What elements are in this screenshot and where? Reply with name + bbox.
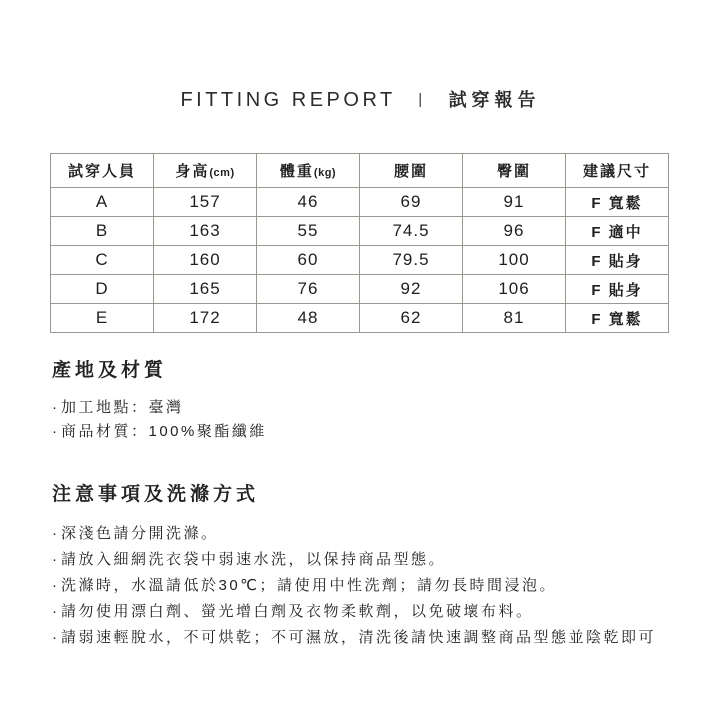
bullet-dot: ·: [52, 423, 57, 440]
cell-weight: 55: [257, 217, 360, 246]
table-header-row: [51, 154, 669, 188]
cell-tester: B: [51, 217, 154, 246]
title-divider: |: [418, 91, 423, 108]
cell-suggested-size: F 寬鬆: [566, 188, 669, 217]
care-item-text: 請勿使用漂白劑、螢光增白劑及衣物柔軟劑，以免破壞布料。: [61, 603, 534, 620]
fitting-table-container: [50, 153, 669, 333]
cell-suggested-size: F 貼身: [566, 246, 669, 275]
cell-hip: 100: [463, 246, 566, 275]
cell-height: 160: [154, 246, 257, 275]
cell-height: 165: [154, 275, 257, 304]
cell-waist: 69: [360, 188, 463, 217]
bullet-dot: ·: [52, 629, 57, 646]
care-list: [52, 521, 681, 651]
page-title: [0, 0, 721, 112]
cell-waist: 62: [360, 304, 463, 333]
col-header-tester: [51, 154, 154, 188]
col-header-label: 建議尺寸: [582, 163, 651, 180]
bullet-dot: ·: [52, 603, 57, 620]
material-item-text: 加工地點：臺灣: [61, 399, 184, 416]
col-header-hip: [463, 154, 566, 188]
material-section-title: 產地及材質: [52, 360, 168, 381]
care-section-title: 注意事項及洗滌方式: [52, 484, 260, 505]
col-header-suggested-size: [566, 154, 669, 188]
cell-hip: 81: [463, 304, 566, 333]
care-item: [52, 521, 681, 547]
table-row: [51, 304, 669, 333]
care-item: [52, 599, 681, 625]
table-row: [51, 246, 669, 275]
col-header-label: 腰圍: [393, 163, 428, 180]
care-item-text: 深淺色請分開洗滌。: [61, 525, 219, 542]
material-list: [52, 396, 681, 444]
fitting-table: [50, 153, 669, 333]
cell-suggested-size: F 寬鬆: [566, 304, 669, 333]
col-header-unit: (kg): [313, 167, 337, 179]
cell-height: 157: [154, 188, 257, 217]
col-header-label: 臀圍: [496, 163, 531, 180]
care-item-text: 請弱速輕脫水，不可烘乾；不可濕放，清洗後請快速調整商品型態並陰乾即可: [61, 629, 657, 646]
material-item: [52, 420, 681, 444]
table-row: [51, 217, 669, 246]
title-english: FITTING REPORT: [180, 89, 396, 111]
material-item: [52, 396, 681, 420]
cell-height: 163: [154, 217, 257, 246]
col-header-label: 身高: [175, 163, 210, 180]
cell-waist: 79.5: [360, 246, 463, 275]
cell-weight: 48: [257, 304, 360, 333]
col-header-waist: [360, 154, 463, 188]
cell-hip: 96: [463, 217, 566, 246]
cell-tester: E: [51, 304, 154, 333]
cell-waist: 74.5: [360, 217, 463, 246]
title-chinese: 試穿報告: [448, 90, 541, 110]
table-row: [51, 275, 669, 304]
cell-hip: 91: [463, 188, 566, 217]
bullet-dot: ·: [52, 577, 57, 594]
care-item: [52, 547, 681, 573]
col-header-label: 體重: [279, 163, 314, 180]
care-item: [52, 625, 681, 651]
col-header-label: 試穿人員: [67, 163, 136, 180]
bullet-dot: ·: [52, 551, 57, 568]
table-row: [51, 188, 669, 217]
care-item: [52, 573, 681, 599]
care-item-text: 洗滌時，水溫請低於30℃；請使用中性洗劑；請勿長時間浸泡。: [61, 577, 558, 594]
cell-weight: 60: [257, 246, 360, 275]
cell-tester: A: [51, 188, 154, 217]
cell-waist: 92: [360, 275, 463, 304]
cell-suggested-size: F 貼身: [566, 275, 669, 304]
table-body: [51, 188, 669, 333]
cell-suggested-size: F 適中: [566, 217, 669, 246]
col-header-weight: [257, 154, 360, 188]
col-header-height: [154, 154, 257, 188]
material-section: [52, 355, 681, 444]
cell-height: 172: [154, 304, 257, 333]
care-section: [52, 479, 681, 651]
col-header-unit: (cm): [209, 167, 235, 179]
bullet-dot: ·: [52, 399, 57, 416]
bullet-dot: ·: [52, 525, 57, 542]
cell-weight: 46: [257, 188, 360, 217]
material-item-text: 商品材質：100%聚酯纖維: [61, 423, 267, 440]
cell-weight: 76: [257, 275, 360, 304]
cell-hip: 106: [463, 275, 566, 304]
care-item-text: 請放入細網洗衣袋中弱速水洗，以保持商品型態。: [61, 551, 447, 568]
cell-tester: C: [51, 246, 154, 275]
cell-tester: D: [51, 275, 154, 304]
